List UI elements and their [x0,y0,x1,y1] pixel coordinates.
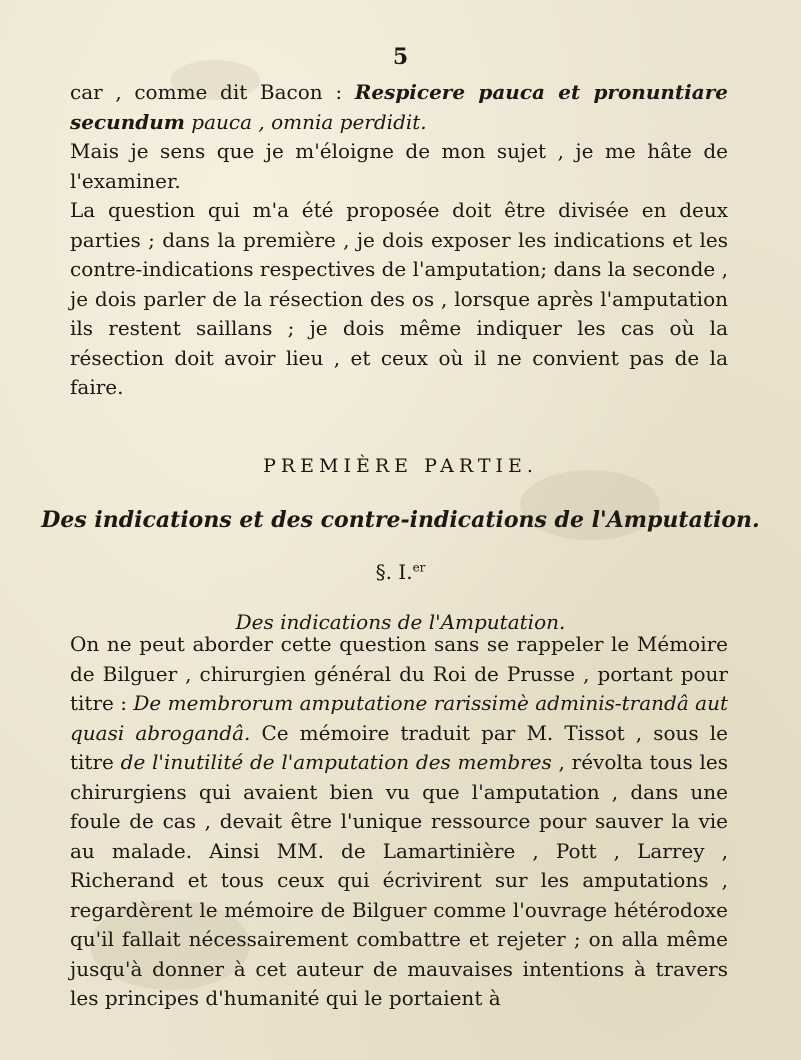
paragraph-bacon-quote [70,78,728,137]
paragraph-division: La question qui m'a été proposée doit être divisée en deux parties ; dans la première , je dois exposer les indications et les contre-indications respectives de l'amputation; dans la seconde , je dois parler de la résection des os , lorsque après l'amputation ils restent saillans ; je dois même indiquer les cas où la résection doit avoir lieu , et ceux où il ne convient pas de la faire. [70,198,728,399]
part-heading: PREMIÈRE PARTIE. [263,455,538,477]
paragraph-bilguer [70,630,728,1014]
intro-text [70,78,728,403]
paragraph-digression: Mais je sens que je m'éloigne de mon sujet , je me hâte de l'examiner. [70,139,728,193]
section-title: Des indications et des contre-indications de l'Amputation. [41,507,760,533]
bilguer-latin-title: De membrorum amputatione rarissimè adminis-trandâ aut quasi abrogandâ. [70,691,728,745]
bacon-quote-lead: car , comme dit Bacon : [70,80,355,104]
section-symbol: §. I. [375,560,413,584]
bacon-quote-latin-end: pauca , omnia perdidit. [191,109,427,134]
bilguer-reaction: , révolta tous les chirurgiens qui avaient bien vu que l'amputation , dans une foule de cas , devait être l'unique ressource pour sauver la vie au malade. Ainsi MM. de Lamartinière , Pott , Larrey , Richerand et tous ceux qui écrivirent sur les amputations , regardèrent le mémoire de Bilguer comme l'ouvrage hétérodoxe qu'il fallait nécessairement combattre et rejeter ; on alla même jusqu'à donner à cet auteur de mauvaises intentions à travers les principes d'humanité qui le portaient à [70,750,728,1010]
body-text [70,630,728,1014]
section-superscript: er [412,560,426,575]
bacon-quote-latin: Respicere pauca et pronuntiare secundum [70,80,728,134]
bilguer-french-title: de l'inutilité de l'amputation des membres [120,750,552,774]
section-mark [0,560,801,584]
bilguer-translation: Ce mémoire traduit par M. Tissot , sous le titre [70,720,728,774]
page-number: 5 [392,44,409,70]
bilguer-lead: On ne peut aborder cette question sans se rappeler le Mémoire de Bilguer , chirurgien général du Roi de Prusse , portant pour titre : [70,632,728,715]
subsection-title: Des indications de l'Amputation. [235,610,566,634]
